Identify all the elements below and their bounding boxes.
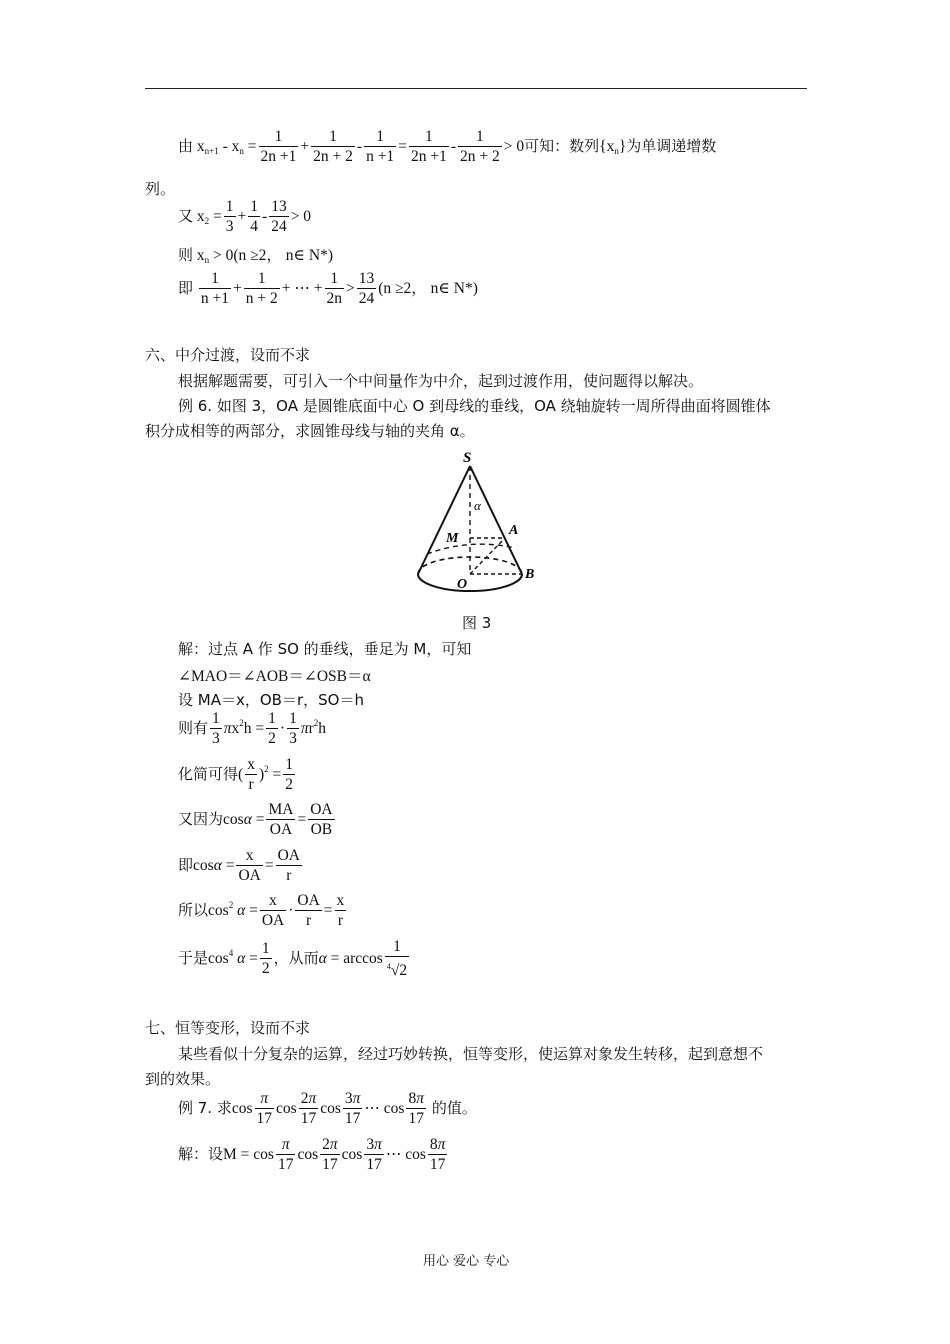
solution-line-6: 又因为cosα = $\frac{MA}{OA}$ = $\frac{OA}{OB}$ — [178, 801, 333, 838]
solution-line-3: 设 MA＝x，OB＝r，SO＝h — [178, 691, 364, 709]
cone-figure — [405, 446, 545, 606]
figure-caption: 图 3 — [462, 614, 492, 632]
section6-intro: 根据解题需要，可引入一个中间量作为中介，起到过渡作用，使问题得以解决。 — [178, 372, 704, 390]
solution-line-4: 则有 $\frac{1}{3}$ $\pi x^2h$ = $\frac{1}{2}$ · $\frac{1}{3}$ $\pi r^2h$ — [178, 710, 327, 747]
section7-heading: 七、恒等变形，设而不求 — [145, 1019, 311, 1037]
formula-line-3: 则 $x_n > 0(n \ge 2$， n∈ N*) — [178, 246, 334, 265]
header-rule — [145, 88, 807, 89]
formula-line-2: 又 $x_2$ = $\frac{1}{3}$ + $\frac{1}{4}$ - $\frac{13}{24}$ > 0 — [178, 198, 312, 235]
label-O: O — [457, 577, 468, 592]
solution-line-1: 解：过点 A 作 SO 的垂线，垂足为 M，可知 — [178, 640, 472, 658]
section7-intro-line1: 某些看似十分复杂的运算，经过巧妙转换，恒等变形，使运算对象发生转移，起到意想不 — [178, 1045, 764, 1063]
solution-line-2: ∠MAO＝∠AOB＝∠OSB＝α — [178, 668, 371, 685]
page-footer: 用心 爱心 专心 — [423, 1254, 510, 1269]
label-alpha: α — [474, 498, 481, 513]
solution-line-7: 即cosα = $\frac{x}{OA}$ = $\frac{OA}{r}$ — [178, 847, 300, 884]
example6-line1: 例 6. 如图 3，OA 是圆锥底面中心 O 到母线的垂线，OA 绕轴旋转一周所得曲面将圆锥体 — [178, 397, 771, 415]
wrap-text: 列。 — [145, 180, 176, 198]
label-A: A — [509, 523, 519, 538]
label-M: M — [446, 531, 459, 546]
section7-intro-line2: 到的效果。 — [145, 1070, 221, 1088]
label-B: B — [525, 567, 535, 582]
example7-line: 例 7. 求cos $\frac{\pi}{17}$ cos $\frac{2\pi}{17}$ cos $\frac{3\pi}{17}$ ⋯ cos $\frac{8\pi}{17}$ 的值。 — [178, 1090, 477, 1127]
section6-heading: 六、中介过渡，设而不求 — [145, 346, 311, 364]
formula-line-1: 由 $x_{n+1} - x_n$ = $\frac{1}{2n +1}$ + $\frac{1}{2n + 2}$ - $\frac{1}{n +1}$ = $\frac{1}{2n +1}$ - $\frac{1}{2n + 2}$ > 0可知：数列$\{x_n\}$为单调递增数 — [178, 128, 717, 165]
formula-line-4: 即 $\frac{1}{n +1}$ + $\frac{1}{n + 2}$ + ⋯ + $\frac{1}{2n}$ > $\frac{13}{24}$ (n ≥2， n∈ N*) — [178, 270, 478, 307]
solution-line-8: 所以$\cos^2 \alpha$ = $\frac{x}{OA}$ · $\frac{OA}{r}$ = $\frac{x}{r}$ — [178, 892, 345, 929]
solution7-line: 解：设M = cos $\frac{\pi}{17}$ cos $\frac{2\pi}{17}$ cos $\frac{3\pi}{17}$ ⋯ cos $\frac{8\pi}{17}$ — [178, 1136, 446, 1173]
solution-line-5: 化简可得( $\frac{x}{r}$ )$^2$ = $\frac{1}{2}$ — [178, 756, 293, 793]
example6-line2: 积分成相等的两部分，求圆锥母线与轴的夹角 α。 — [145, 422, 475, 440]
solution-line-9: 于是$\cos^4 \alpha$ = $\frac{1}{2}$ ，从而α = arccos $\frac{1}{^4√2}$ — [178, 938, 408, 979]
label-S: S — [463, 450, 472, 466]
